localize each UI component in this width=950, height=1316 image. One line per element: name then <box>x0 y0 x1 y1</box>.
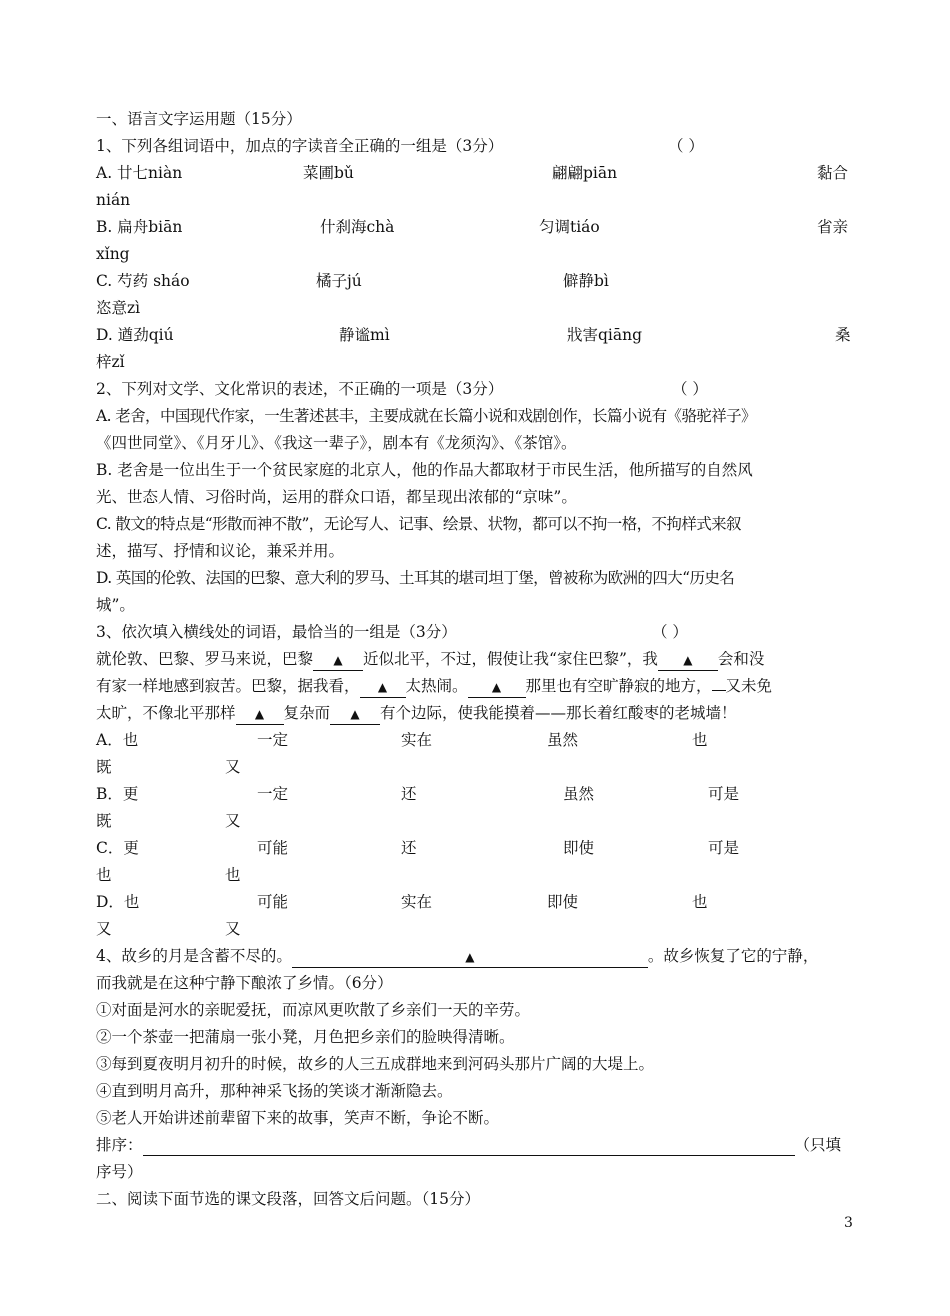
q3-option-b-3: 还 <box>401 785 417 803</box>
q2-option-d-line1: D. 英国的伦敦、法国的巴黎、意大利的罗马、土耳其的堪司坦丁堡，曾被称为欧洲的四大“历史名 <box>96 569 735 587</box>
q3-option-c-6: 也 <box>96 866 112 884</box>
q3-option-b-2: 一定 <box>257 785 289 803</box>
q1-option-d-4: 桑 <box>835 326 851 344</box>
q2-option-c-line1: C. 散文的特点是“形散而神不散”，无论写人、记事、绘景、状物，都可以不拘一格，不拘样式来叙 <box>96 515 741 533</box>
q3-blank-1 <box>313 649 363 671</box>
q2-option-a-line2: 《四世同堂》、《月牙儿》、《我这一辈子》，剧本有《龙须沟》、《茶馆》。 <box>96 434 577 452</box>
q3-option-a-7: 又 <box>225 758 241 776</box>
q3-option-c-1: C．更 <box>96 839 139 857</box>
q1-option-b-1: B. 扁舟biān <box>96 218 183 236</box>
q3-blank-6 <box>236 703 284 725</box>
q3-text: 复杂而 <box>283 704 331 722</box>
q3-answer-paren: （ ） <box>652 623 688 641</box>
q3-text: 太热闹。 <box>405 677 468 695</box>
q3-blank-5 <box>712 690 726 691</box>
q1-stem: 1、下列各组词语中，加点的字读音全正确的一组是（3分） <box>96 137 504 155</box>
q4-order-blank <box>143 1135 795 1156</box>
q3-option-a-2: 一定 <box>257 731 289 749</box>
q1-option-a-1: A. 廿七niàn <box>96 164 183 182</box>
q1-option-a-3: 翩翩piān <box>552 164 618 182</box>
section-2-title: 二、阅读下面节选的课文段落，回答文后问题。（15分） <box>96 1190 480 1208</box>
q3-text: 有家一样地感到寂苦。巴黎，据我看， <box>96 677 360 695</box>
q4-stem-line2: 而我就是在这种宁静下酿浓了乡情。（6分） <box>96 974 393 992</box>
q3-option-b-4: 虽然 <box>563 785 595 803</box>
q3-option-c-4: 即使 <box>563 839 595 857</box>
blank-marker: ▲ <box>333 653 343 667</box>
q3-option-b-1: B．更 <box>96 785 139 803</box>
page-number: 3 <box>844 1215 853 1231</box>
q4-sentence-5: ⑤老人开始讲述前辈留下来的故事，笑声不断，争论不断。 <box>96 1109 500 1127</box>
q1-option-d-3: 戕害qiāng <box>567 326 643 344</box>
q3-option-a-4: 虽然 <box>547 731 579 749</box>
q4-blank <box>292 946 648 968</box>
section-1-title: 一、语言文字运用题（15分） <box>96 110 302 128</box>
q4-order-line <box>96 1135 841 1156</box>
q3-option-c-2: 可能 <box>257 839 289 857</box>
blank-marker: ▲ <box>350 707 360 721</box>
q3-option-d-4: 即使 <box>547 893 579 911</box>
q1-option-c-wrap: 恣意zì <box>96 299 141 317</box>
q1-option-c-3: 僻静bì <box>563 272 609 290</box>
q4-text: 。故乡恢复了它的宁静， <box>647 947 819 965</box>
blank-marker: ▲ <box>377 680 388 694</box>
q1-option-b-4: 省亲 <box>817 218 849 236</box>
q3-option-a-1: A．也 <box>96 731 139 749</box>
q3-text: 太旷，不像北平那样 <box>96 704 236 722</box>
q2-option-a-line1: A. 老舍，中国现代作家，一生著述甚丰，主要成就在长篇小说和戏剧创作，长篇小说有《骆驼祥子》 <box>96 407 756 425</box>
q2-option-b-line1: B. 老舍是一位出生于一个贫民家庭的北京人，他的作品大都取材于市民生活，他所描写的自然风 <box>96 461 753 479</box>
q3-option-d-5: 也 <box>692 893 708 911</box>
q3-blank-2 <box>658 649 718 671</box>
q3-option-a-3: 实在 <box>401 731 433 749</box>
q2-option-c-line2: 述，描写、抒情和议论，兼采并用。 <box>96 542 345 560</box>
q3-option-d-1: D．也 <box>96 893 140 911</box>
q3-option-d-7: 又 <box>225 920 241 938</box>
q3-text: 就伦敦、巴黎、罗马来说，巴黎 <box>96 650 314 668</box>
q4-order-label: 排序： <box>96 1136 143 1154</box>
blank-marker: ▲ <box>683 653 693 667</box>
q3-option-c-3: 还 <box>401 839 417 857</box>
q3-option-c-5: 可是 <box>708 839 740 857</box>
q4-order-note: （只填 <box>794 1136 842 1154</box>
q1-option-d-wrap: 梓zǐ <box>96 353 125 371</box>
q3-option-a-6: 既 <box>96 758 112 776</box>
q4-stem-line1 <box>96 946 818 968</box>
q3-passage-line1 <box>96 649 764 671</box>
q1-option-a-2: 菜圃bǔ <box>303 164 354 182</box>
q4-sentence-1: ①对面是河水的亲昵爱抚，而凉风更吹散了乡亲们一天的辛劳。 <box>96 1001 531 1019</box>
q4-sentence-3: ③每到夏夜明月初升的时候，故乡的人三五成群地来到河码头那片广阔的大堤上。 <box>96 1055 655 1073</box>
q3-text: 那里也有空旷静寂的地方， <box>525 677 712 695</box>
q1-option-b-wrap: xǐng <box>96 245 130 263</box>
q3-passage-line3 <box>96 703 737 725</box>
q3-passage-line2 <box>96 676 772 698</box>
q1-option-c-1: C. 芍药 sháo <box>96 272 190 290</box>
q3-text: 近似北平，不过，假使让我“家住巴黎”，我 <box>363 650 658 668</box>
q3-blank-3 <box>360 676 406 698</box>
q3-option-a-5: 也 <box>692 731 708 749</box>
q1-option-c-2: 橘子jú <box>316 272 362 290</box>
q3-option-b-7: 又 <box>225 812 241 830</box>
blank-marker: ▲ <box>254 707 265 721</box>
q3-text: 有个边际，使我能摸着——那长着红酸枣的老城墙！ <box>380 704 737 722</box>
q4-order-note-wrap: 序号） <box>96 1163 143 1181</box>
q3-blank-7 <box>330 703 380 725</box>
q3-option-d-3: 实在 <box>401 893 433 911</box>
q1-option-b-2: 什刹海chà <box>320 218 395 236</box>
q4-sentence-2: ②一个茶壶一把蒲扇一张小凳，月色把乡亲们的脸映得清晰。 <box>96 1028 515 1046</box>
q1-option-d-1: D. 遒劲qiú <box>96 326 174 344</box>
q1-option-a-wrap: nián <box>96 191 131 209</box>
q1-option-a-4: 黏合 <box>817 164 849 182</box>
q1-option-b-3: 匀调tiáo <box>539 218 600 236</box>
q1-answer-paren: （ ） <box>668 137 704 155</box>
q3-option-b-6: 既 <box>96 812 112 830</box>
q2-stem: 2、下列对文学、文化常识的表述，不正确的一项是（3分） <box>96 380 504 398</box>
q1-option-d-2: 静谧mì <box>339 326 390 344</box>
q2-option-d-line2: 城”。 <box>96 596 135 614</box>
q4-sentence-4: ④直到明月高升，那种神采飞扬的笑谈才渐渐隐去。 <box>96 1082 453 1100</box>
q3-option-d-2: 可能 <box>257 893 289 911</box>
q2-answer-paren: （ ） <box>672 380 708 398</box>
q3-option-b-5: 可是 <box>708 785 740 803</box>
q3-blank-4 <box>468 676 526 698</box>
blank-marker: ▲ <box>465 950 475 964</box>
q3-stem: 3、依次填入横线处的词语，最恰当的一组是（3分） <box>96 623 457 641</box>
q2-option-b-line2: 光、世态人情、习俗时尚，运用的群众口语，都呈现出浓郁的“京味”。 <box>96 488 577 506</box>
q3-text: 又未免 <box>725 677 773 695</box>
blank-marker: ▲ <box>491 680 502 694</box>
q3-text: 会和没 <box>717 650 765 668</box>
q3-option-c-7: 也 <box>225 866 241 884</box>
q3-option-d-6: 又 <box>96 920 112 938</box>
q4-text: 4、故乡的月是含蓄不尽的。 <box>96 947 292 965</box>
